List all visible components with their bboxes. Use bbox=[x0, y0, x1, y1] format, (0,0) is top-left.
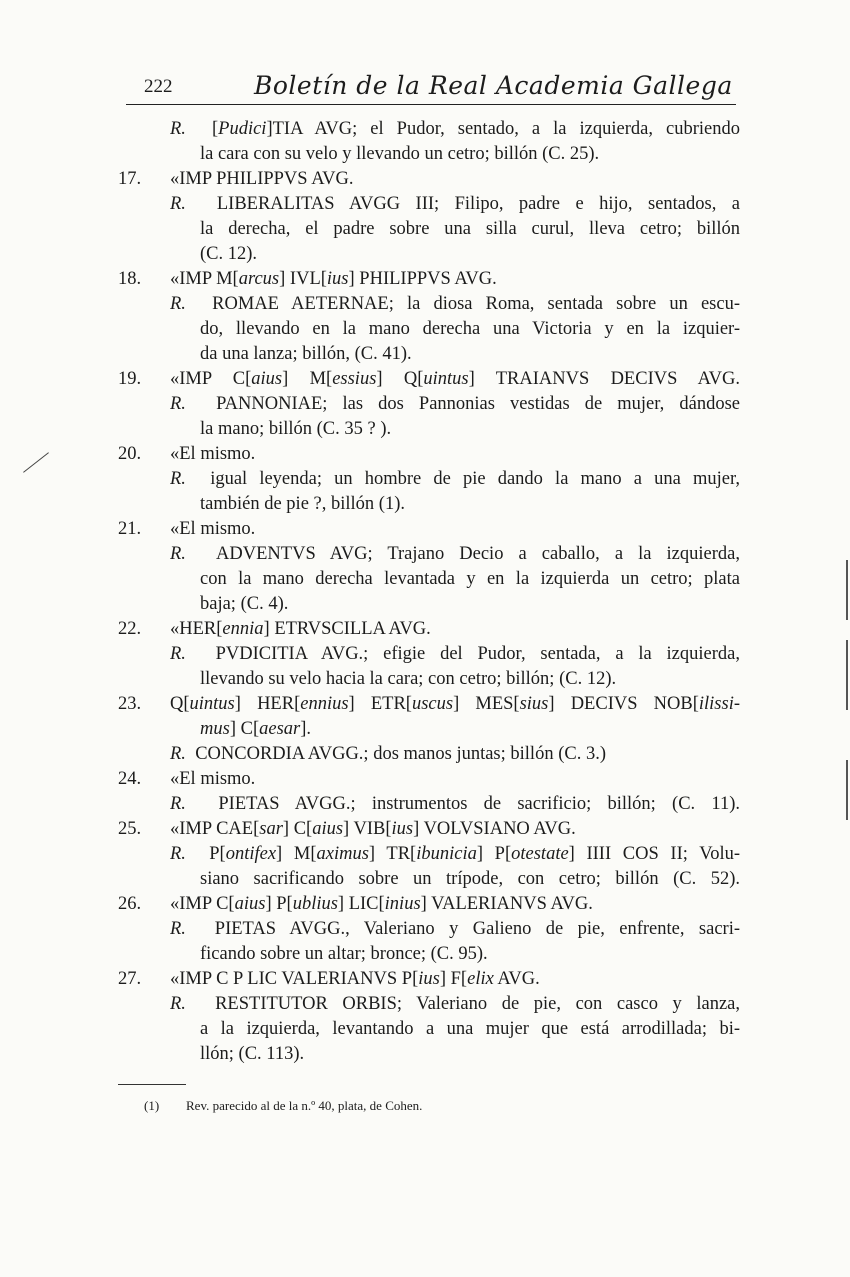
entry-number: 25. bbox=[118, 819, 142, 839]
entry-number: 21. bbox=[118, 519, 142, 539]
entry-line bbox=[118, 742, 740, 767]
entry-text: «IMP M[arcus] IVL[ius] PHILIPPVS AVG. bbox=[170, 269, 497, 289]
catalog-entry bbox=[118, 817, 740, 892]
entry-line bbox=[118, 142, 740, 167]
footnote-rule bbox=[118, 1084, 186, 1085]
entry-text: a la izquierda, levantando a una mujer que está arrodillada; bi- bbox=[200, 1019, 740, 1039]
entry-text: R. ADVENTVS AVG; Trajano Decio a caballo, a la izquierda, bbox=[170, 544, 740, 564]
entry-text: R. PIETAS AVGG., Valeriano y Galieno de pie, enfrente, sacri- bbox=[170, 919, 740, 939]
entry-text: R. igual leyenda; un hombre de pie dando la mano a una mujer, bbox=[170, 469, 740, 489]
entry-line bbox=[118, 542, 740, 567]
entry-line bbox=[118, 817, 740, 842]
entry-line bbox=[118, 567, 740, 592]
entry-text: la cara con su velo y llevando un cetro; billón (C. 25). bbox=[200, 144, 600, 164]
entry-line bbox=[118, 1042, 740, 1067]
entry-text: da una lanza; billón, (C. 41). bbox=[200, 344, 412, 364]
entry-text: «HER[ennia] ETRVSCILLA AVG. bbox=[170, 619, 431, 639]
entry-line bbox=[118, 1017, 740, 1042]
catalog-entry bbox=[118, 442, 740, 517]
page-edge-shadow bbox=[846, 560, 848, 620]
entry-number: 22. bbox=[118, 619, 142, 639]
catalog-entry bbox=[118, 892, 740, 967]
entry-text: R. CONCORDIA AVGG.; dos manos juntas; billón (C. 3.) bbox=[170, 744, 606, 764]
entry-line bbox=[118, 917, 740, 942]
entry-number: 27. bbox=[118, 969, 142, 989]
entry-text: la mano; billón (C. 35 ? ). bbox=[200, 419, 392, 439]
running-header bbox=[126, 68, 736, 105]
footnote-text: Rev. parecido al de la n.º 40, plata, de Cohen. bbox=[186, 1098, 423, 1113]
entry-number: 19. bbox=[118, 369, 142, 389]
entry-line bbox=[118, 642, 740, 667]
entry-number: 24. bbox=[118, 769, 142, 789]
entry-line bbox=[118, 242, 740, 267]
entry-text: «IMP C P LIC VALERIANVS P[ius] F[elix AVG. bbox=[170, 969, 540, 989]
entry-text: ficando sobre un altar; bronce; (C. 95). bbox=[200, 944, 488, 964]
entry-line bbox=[118, 167, 740, 192]
catalog-entry bbox=[118, 117, 740, 167]
entry-text: R. LIBERALITAS AVGG III; Filipo, padre e hijo, sentados, a bbox=[170, 194, 740, 214]
entry-line bbox=[118, 417, 740, 442]
entry-text: R. ROMAE AETERNAE; la diosa Roma, sentada sobre un escu- bbox=[170, 294, 740, 314]
entry-line bbox=[118, 392, 740, 417]
entry-text: llón; (C. 113). bbox=[200, 1044, 305, 1064]
entry-line bbox=[118, 117, 740, 142]
footnote-mark: (1) bbox=[144, 1098, 160, 1113]
entry-line bbox=[118, 292, 740, 317]
entry-number: 20. bbox=[118, 444, 142, 464]
entry-line bbox=[118, 467, 740, 492]
entry-text: R. PIETAS AVGG.; instrumentos de sacrificio; billón; (C. 11). bbox=[170, 794, 740, 814]
entry-text: «El mismo. bbox=[170, 519, 256, 539]
entry-text: mus] C[aesar]. bbox=[200, 719, 312, 739]
entry-line bbox=[118, 617, 740, 642]
entry-text: R. PVDICITIA AVG.; efigie del Pudor, sentada, a la izquierda, bbox=[170, 644, 740, 664]
entry-line bbox=[118, 317, 740, 342]
catalog-entry bbox=[118, 767, 740, 817]
entry-text: «IMP C[aius] M[essius] Q[uintus] TRAIANVS DECIVS AVG. bbox=[170, 369, 740, 389]
catalog-entry bbox=[118, 617, 740, 692]
entry-text: llevando su velo hacia la cara; con cetro; billón; (C. 12). bbox=[200, 669, 617, 689]
entry-line bbox=[118, 367, 740, 392]
entry-line bbox=[118, 842, 740, 867]
entry-line bbox=[118, 517, 740, 542]
entry-line bbox=[118, 992, 740, 1017]
entry-line bbox=[118, 217, 740, 242]
catalog-entry bbox=[118, 367, 740, 442]
entry-line bbox=[118, 717, 740, 742]
entry-line bbox=[118, 867, 740, 892]
entry-line bbox=[118, 342, 740, 367]
entry-text: R. P[ontifex] M[aximus] TR[ibunicia] P[otestate] IIII COS II; Volu- bbox=[170, 844, 740, 864]
entry-text: la derecha, el padre sobre una silla curul, lleva cetro; billón bbox=[200, 219, 740, 239]
catalog-entry bbox=[118, 167, 740, 267]
entry-text: Q[uintus] HER[ennius] ETR[uscus] MES[sius] DECIVS NOB[ilissi- bbox=[170, 694, 740, 714]
catalog-entry bbox=[118, 517, 740, 617]
entry-line bbox=[118, 967, 740, 992]
entry-number: 23. bbox=[118, 694, 142, 714]
entry-text: «IMP CAE[sar] C[aius] VIB[ius] VOLVSIANO AVG. bbox=[170, 819, 576, 839]
entry-text: también de pie ?, billón (1). bbox=[200, 494, 405, 514]
entry-line bbox=[118, 192, 740, 217]
entry-line bbox=[118, 442, 740, 467]
entry-line bbox=[118, 267, 740, 292]
entry-line bbox=[118, 692, 740, 717]
entry-text: «IMP C[aius] P[ublius] LIC[inius] VALERIANVS AVG. bbox=[170, 894, 593, 914]
entry-text: R. PANNONIAE; las dos Pannonias vestidas de mujer, dándose bbox=[170, 394, 740, 414]
entry-text: baja; (C. 4). bbox=[200, 594, 289, 614]
entry-text: R. RESTITUTOR ORBIS; Valeriano de pie, con casco y lanza, bbox=[170, 994, 740, 1014]
entry-text: do, llevando en la mano derecha una Victoria y en la izquier- bbox=[200, 319, 740, 339]
entry-text: siano sacrificando sobre un trípode, con cetro; billón (C. 52). bbox=[200, 869, 740, 889]
catalog-entry bbox=[118, 267, 740, 367]
page-edge-shadow bbox=[846, 640, 848, 710]
entry-text: (C. 12). bbox=[200, 244, 258, 264]
entry-line bbox=[118, 892, 740, 917]
running-title: Boletín de la Real Academia Gallega bbox=[254, 71, 733, 100]
catalog-entries bbox=[118, 117, 740, 1067]
entry-text: «El mismo. bbox=[170, 769, 256, 789]
entry-number: 18. bbox=[118, 269, 142, 289]
page-number: 222 bbox=[144, 76, 173, 97]
entry-line bbox=[118, 792, 740, 817]
page-edge-shadow bbox=[846, 760, 848, 820]
entry-line bbox=[118, 492, 740, 517]
entry-text: «El mismo. bbox=[170, 444, 256, 464]
entry-text: con la mano derecha levantada y en la izquierda un cetro; plata bbox=[200, 569, 740, 589]
entry-line bbox=[118, 592, 740, 617]
entry-text: «IMP PHILIPPVS AVG. bbox=[170, 169, 354, 189]
catalog-entry bbox=[118, 967, 740, 1067]
margin-pencil-mark bbox=[23, 452, 49, 472]
entry-number: 26. bbox=[118, 894, 142, 914]
entry-text: R. [Pudici]TIA AVG; el Pudor, sentado, a la izquierda, cubriendo bbox=[170, 119, 740, 139]
catalog-entry bbox=[118, 692, 740, 767]
entry-number: 17. bbox=[118, 169, 142, 189]
entry-line bbox=[118, 667, 740, 692]
entry-line bbox=[118, 942, 740, 967]
entry-line bbox=[118, 767, 740, 792]
